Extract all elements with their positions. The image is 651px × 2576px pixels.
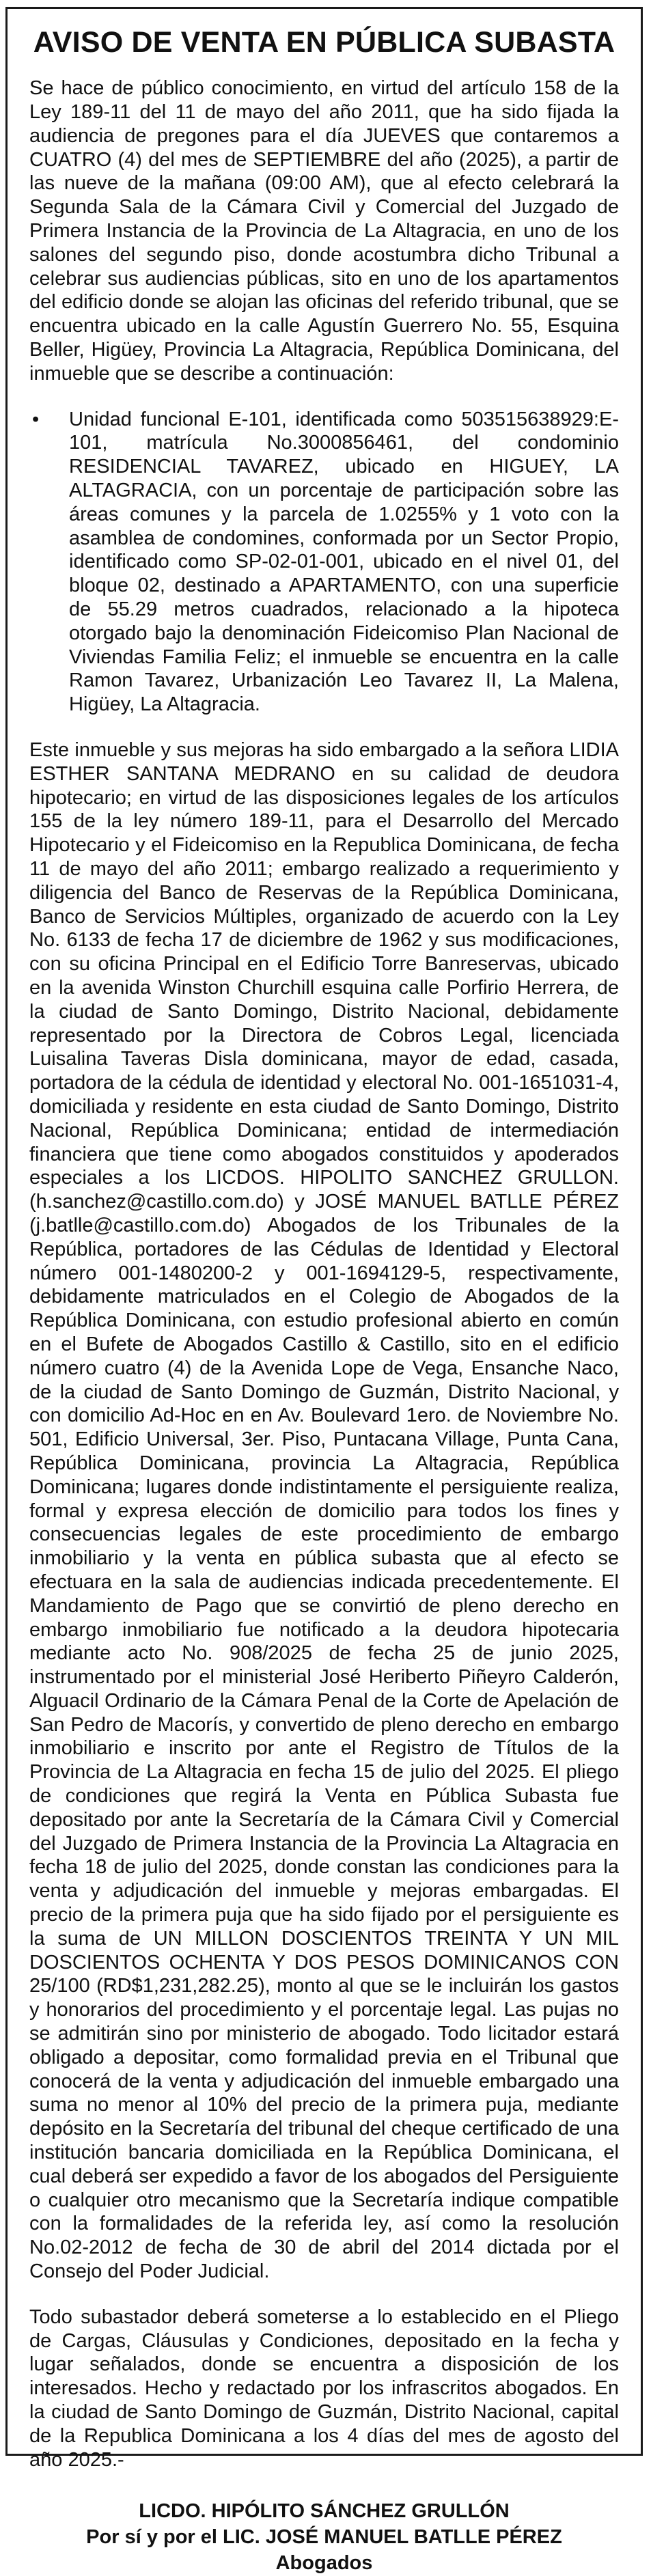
body-paragraph: Este inmueble y sus mejoras ha sido embargado a la señora LIDIA ESTHER SANTANA MEDRANO en su calidad de deudora hipotecario; en virtud de las disposiciones legales de los artículos 155 de la ley número 189-11, para el Desarrollo del Mercado Hipotecario y el Fideicomiso en la Republica Dominicana, de fecha 11 de mayo del año 2011; embargo realizado a requerimiento y diligencia del Banco de Reservas de la República Dominicana, Banco de Servicios Múltiples, organizado de acuerdo con la Ley No. 6133 de fecha 17 de diciembre de 1962 y sus modificaciones, con su oficina Principal en el Edificio Torre Banreservas, ubicado en la avenida Winston Churchill esquina calle Porfirio Herrera, de la ciudad de Santo Domingo, Distrito Nacional, debidamente representado por la Directora de Cobros Legal, licenciada Luisalina Taveras Disla dominicana, mayor de edad, casada, portadora de la cédula de identidad y electoral No. 001-1651031-4, domiciliada y residente en esta ciudad de Santo Domingo, Distrito Nacional, República Dominicana; entidad de intermediación financiera que tiene como abogados constituidos y apoderados especiales a los LICDOS. HIPOLITO SANCHEZ GRULLON. (h.sanchez@castillo.com.do) y JOSÉ MANUEL BATLLE PÉREZ (j.batlle@castillo.com.do) Abogados de los Tribunales de la República, portadores de las Cédulas de Identidad y Electoral número 001-1480200-2 y 001-1694129-5, respectivamente, debidamente matriculados en el Colegio de Abogados de la República Dominicana, con estudio profesional abierto en común en el Bufete de Abogados Castillo & Castillo, sito en el edificio número cuatro (4) de la Avenida Lope de Vega, Ensanche Naco, de la ciudad de Santo Domingo de Guzmán, Distrito Nacional, y con domicilio Ad-Hoc en en Av. Boulevard 1ero. de Noviembre No. 501, Edificio Universal, 3er. Piso, Puntacana Village, Punta Cana, República Dominicana, provincia La Altagracia, República Dominicana; lugares donde indistintamente el persiguiente realiza, formal y expresa elección de domicilio para todos los fines y consecuencias legales de este procedimiento de embargo inmobiliario y la venta en pública subasta que al efecto se efectuara en la sala de audiencias indicada precedentemente. El Mandamiento de Pago que se convirtió de pleno derecho en embargo inmobiliario fue notificado a la deudora hipotecaria mediante acto No. 908/2025 de fecha 25 de junio 2025, instrumentado por el ministerial José Heriberto Piñeyro Calderón, Alguacil Ordinario de la Cámara Penal de la Corte de Apelación de San Pedro de Macorís, y convertido de pleno derecho en embargo inmobiliario e inscrito por ante el Registro de Títulos de la Provincia de La Altagracia en fecha 15 de julio del 2025. El pliego de condiciones que regirá la Venta en Pública Subasta fue depositado por ante la Secretaría de la Cámara Civil y Comercial del Juzgado de Primera Instancia de la Provincia La Altagracia en fecha 18 de julio del 2025, donde constan las condiciones para la venta y adjudicación del inmueble y mejoras embargadas. El precio de la primera puja que ha sido fijado por el persiguiente es la suma de UN MILLON DOSCIENTOS TREINTA Y UN MIL DOSCIENTOS OCHENTA Y DOS PESOS DOMINICANOS CON 25/100 (RD$1,231,282.25), monto al que se le incluirán los gastos y honorarios del procedimiento y el porcentaje legal. Las pujas no se admitirán sino por ministerio de abogado. Todo licitador estará obligado a depositar, como formalidad previa en el Tribunal que conocerá de la venta y adjudicación del inmueble embargado una suma no menor al 10% del precio de la primera puja, mediante depósito en la Secretaría del tribunal del cheque certificado de una institución bancaria domiciliada en la República Dominicana, el cual deberá ser expedido a favor de los abogados del Persiguiente o cualquier otro mecanismo que la Secretaría indique compatible con la formalidades de la referida ley, así como la resolución No.02-2012 de fecha de 30 de abril del 2014 dictada por el Consejo del Poder Judicial. — [29, 739, 619, 2283]
bullet-icon: • — [32, 408, 40, 430]
signature-cosigner: Por sí y por el LIC. JOSÉ MANUEL BATLLE PÉREZ — [86, 2526, 562, 2549]
notice-title: AVISO DE VENTA EN PÚBLICA SUBASTA — [33, 26, 615, 59]
closing-paragraph: Todo subastador deberá someterse a lo establecido en el Pliego de Cargas, Cláusulas y Condiciones, depositado en la fecha y lugar señalados, donde se encuentra a disposición de los interesados. Hecho y redactado por los infrascritos abogados. En la ciudad de Santo Domingo de Guzmán, Distrito Nacional, capital de la Republica Dominicana a los 4 días del mes de agosto del año 2025.- — [29, 2305, 619, 2471]
intro-paragraph: Se hace de público conocimiento, en virtud del artículo 158 de la Ley 189-11 del 11 de mayo del año 2011, que ha sido fijada la audiencia de pregones para el día JUEVES que contaremos a CUATRO (4) del mes de SEPTIEMBRE del año (2025), a partir de las nueve de la mañana (09:00 AM), que al efecto celebrará la Segunda Sala de la Cámara Civil y Comercial del Juzgado de Primera Instancia de la Provincia de La Altagracia, en uno de los salones del segundo piso, donde acostumbra dicho Tribunal a celebrar sus audiencias públicas, sito en uno de los apartamentos del edificio donde se alojan las oficinas del referido tribunal, que se encuentra ubicado en la calle Agustín Guerrero No. 55, Esquina Beller, Higüey, Provincia La Altagracia, República Dominicana, del inmueble que se describe a continuación: — [29, 77, 619, 385]
signature-block — [29, 2499, 619, 2576]
auction-notice — [5, 7, 643, 2574]
signature-role: Abogados — [275, 2551, 373, 2574]
property-description-text: Unidad funcional E-101, identificada como 503515638929:E-101, matrícula No.3000856461, del condominio RESIDENCIAL TAVAREZ, ubicado en HIGUEY, LA ALTAGRACIA, con un porcentaje de participación sobre las áreas comunes y la parcela de 1.0255% y 1 voto con la asamblea de condomines, conformada por un Sector Propio, identificado como SP-02-01-001, ubicado en el nivel 01, del bloque 02, destinado a APARTAMENTO, con una superficie de 55.29 metros cuadrados, relacionado a la hipoteca otorgado bajo la denominación Fideicomiso Plan Nacional de Viviendas Familia Feliz; el inmueble se encuentra en la calle Ramon Tavarez, Urbanización Leo Tavarez II, La Malena, Higüey, La Altagracia. — [69, 408, 619, 716]
signature-name: LICDO. HIPÓLITO SÁNCHEZ GRULLÓN — [139, 2500, 510, 2523]
property-description — [29, 408, 619, 717]
